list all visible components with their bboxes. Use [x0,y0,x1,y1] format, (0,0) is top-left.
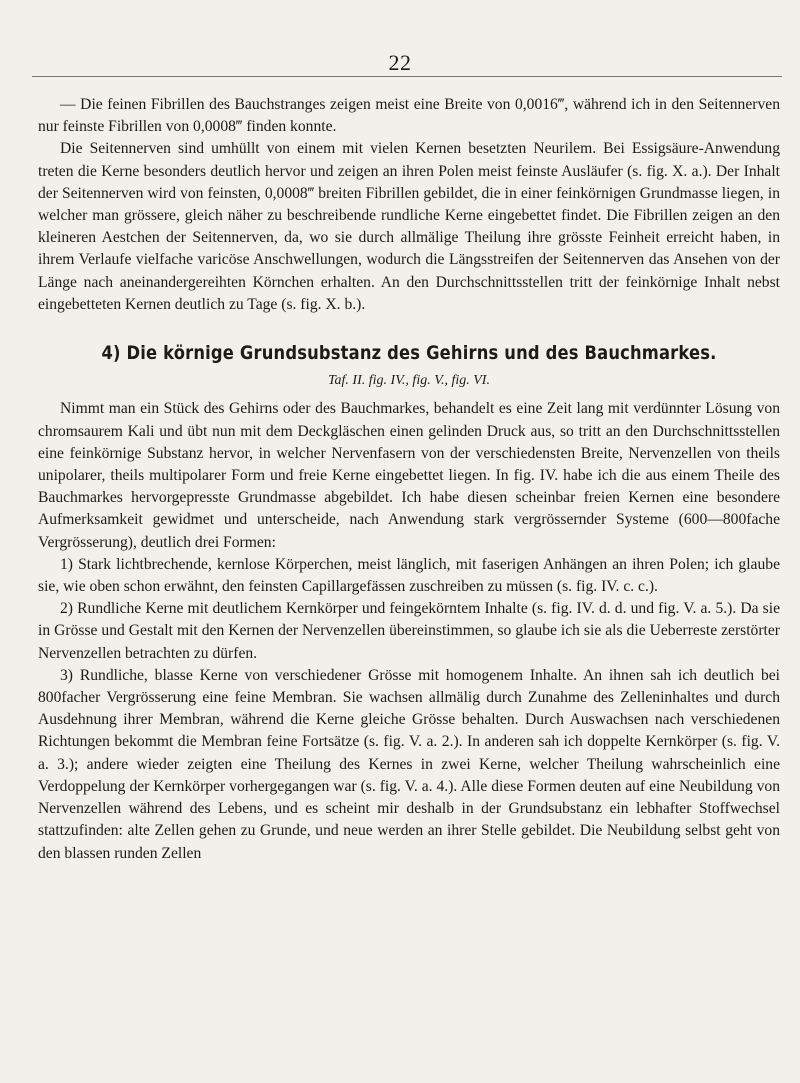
paragraph: Nimmt man ein Stück des Gehirns oder des Bauchmarkes, behandelt es eine Zeit lang mit verdünnter Lösung von chromsaurem Kali und übt nun mit dem Deckgläschen einen gelinden Druck aus, so tritt an den Durchschnittsstellen eine feinkörnige Substanz hervor, in welcher Nervenfasern von der verschiedensten Breite, Nervenzellen von theils unipolarer, theils multipolarer Form und freie Kerne eingebettet liegen. In fig. IV. habe ich die aus einem Theile des Bauchmarkes hervorgepresste Grundmasse abgebildet. Ich habe diesen scheinbar freien Kernen eine besondere Aufmerksamkeit gewidmet und unterscheide, nach Anwendung stark vergrössernder Systeme (600—800fache Vergrösserung), deutlich drei Formen: [38,400,780,551]
body-text [38,94,780,865]
section-heading: 4) Die körnige Grundsubstanz des Gehirns und des Bauchmarkes. [101,342,717,365]
plate-reference: Taf. II. fig. IV., fig. V., fig. VI. [328,373,490,389]
paragraph: Die Seitennerven sind umhüllt von einem mit vielen Kernen besetzten Neurilem. Bei Essigsäure-Anwendung treten die Kerne besonders deutlich hervor und zeigen an ihren Polen meist feinste Ausläufer (s. fig. X. a.). Der Inhalt der Seitennerven wird von feinsten, 0,0008‴ breiten Fibrillen gebildet, die in einer feinkörnigen Grundmasse liegen, in welcher man grössere, gleich näher zu beschreibende rundliche Kerne eingebettet findet. Die Fibrillen zeigen an den kleineren Aestchen der Seitennerven, da, wo sie durch allmälige Theilung ihre grösste Feinheit erreicht haben, in ihrem Verlaufe vielfache varicöse Anschwellungen, wodurch die Längsstreifen der Seitennerven das Ansehen von der Länge nach aneinandergereihten Körnchen erhalten. An den Durchschnittsstellen tritt der feinkörnige Inhalt nebst eingebetteten Kernen deutlich zu Tage (s. fig. X. b.). [38,140,780,313]
list-item: 1) Stark lichtbrechende, kernlose Körperchen, meist länglich, mit faserigen Anhängen an ihren Polen; ich glaube sie, wie oben schon erwähnt, den feinsten Capillargefässen zuschreiben zu müssen (s. fig. IV. c. c.). [38,555,780,596]
paragraph: — Die feinen Fibrillen des Bauchstranges zeigen meist eine Breite von 0,0016‴, während ich in den Seitennerven nur feinste Fibrillen von 0,0008‴ finden konnte. [38,96,780,136]
list-item: 2) Rundliche Kerne mit deutlichem Kernkörper und feingekörntem Inhalte (s. fig. IV. d. d. und fig. V. a. 5.). Da sie in Grösse und Gestalt mit den Kernen der Nervenzellen übereinstimmen, so glaube ich sie als die Ueberreste zerstörter Nervenzellen betrachten zu dürfen. [38,600,780,662]
list-item: 3) Rundliche, blasse Kerne von verschiedener Grösse mit homogenem Inhalte. An ihnen sah ich deutlich bei 800facher Vergrösserung eine feine Membran. Sie wachsen allmälig durch Zunahme des Zelleninhaltes und durch Ausdehnung ihrer Membran, während die Kerne gleiche Grösse behalten. Durch Auswachsen nach verschiedenen Richtungen bekommt die Membran feine Fortsätze (s. fig. V. a. 2.). In anderen sah ich doppelte Kernkörper (s. fig. V. a. 3.); andere wieder zeigten eine Theilung des Kernes in zwei Kerne, welcher Theilung wahrscheinlich eine Verdoppelung der Kernkörper vorhergegangen war (s. fig. V. a. 4.). Alle diese Formen deuten auf eine Neubildung von Nervenzellen während des Lebens, und es scheint mir deshalb in der Grundsubstanz ein lebhafter Stoffwechsel stattzufinden: alte Zellen gehen zu Grunde, und neue werden an ihrer Stelle gebildet. Die Neubildung selbst geht von den blassen runden Zellen [38,666,780,862]
page-number: 22 [388,50,412,75]
header-rule [32,76,782,77]
